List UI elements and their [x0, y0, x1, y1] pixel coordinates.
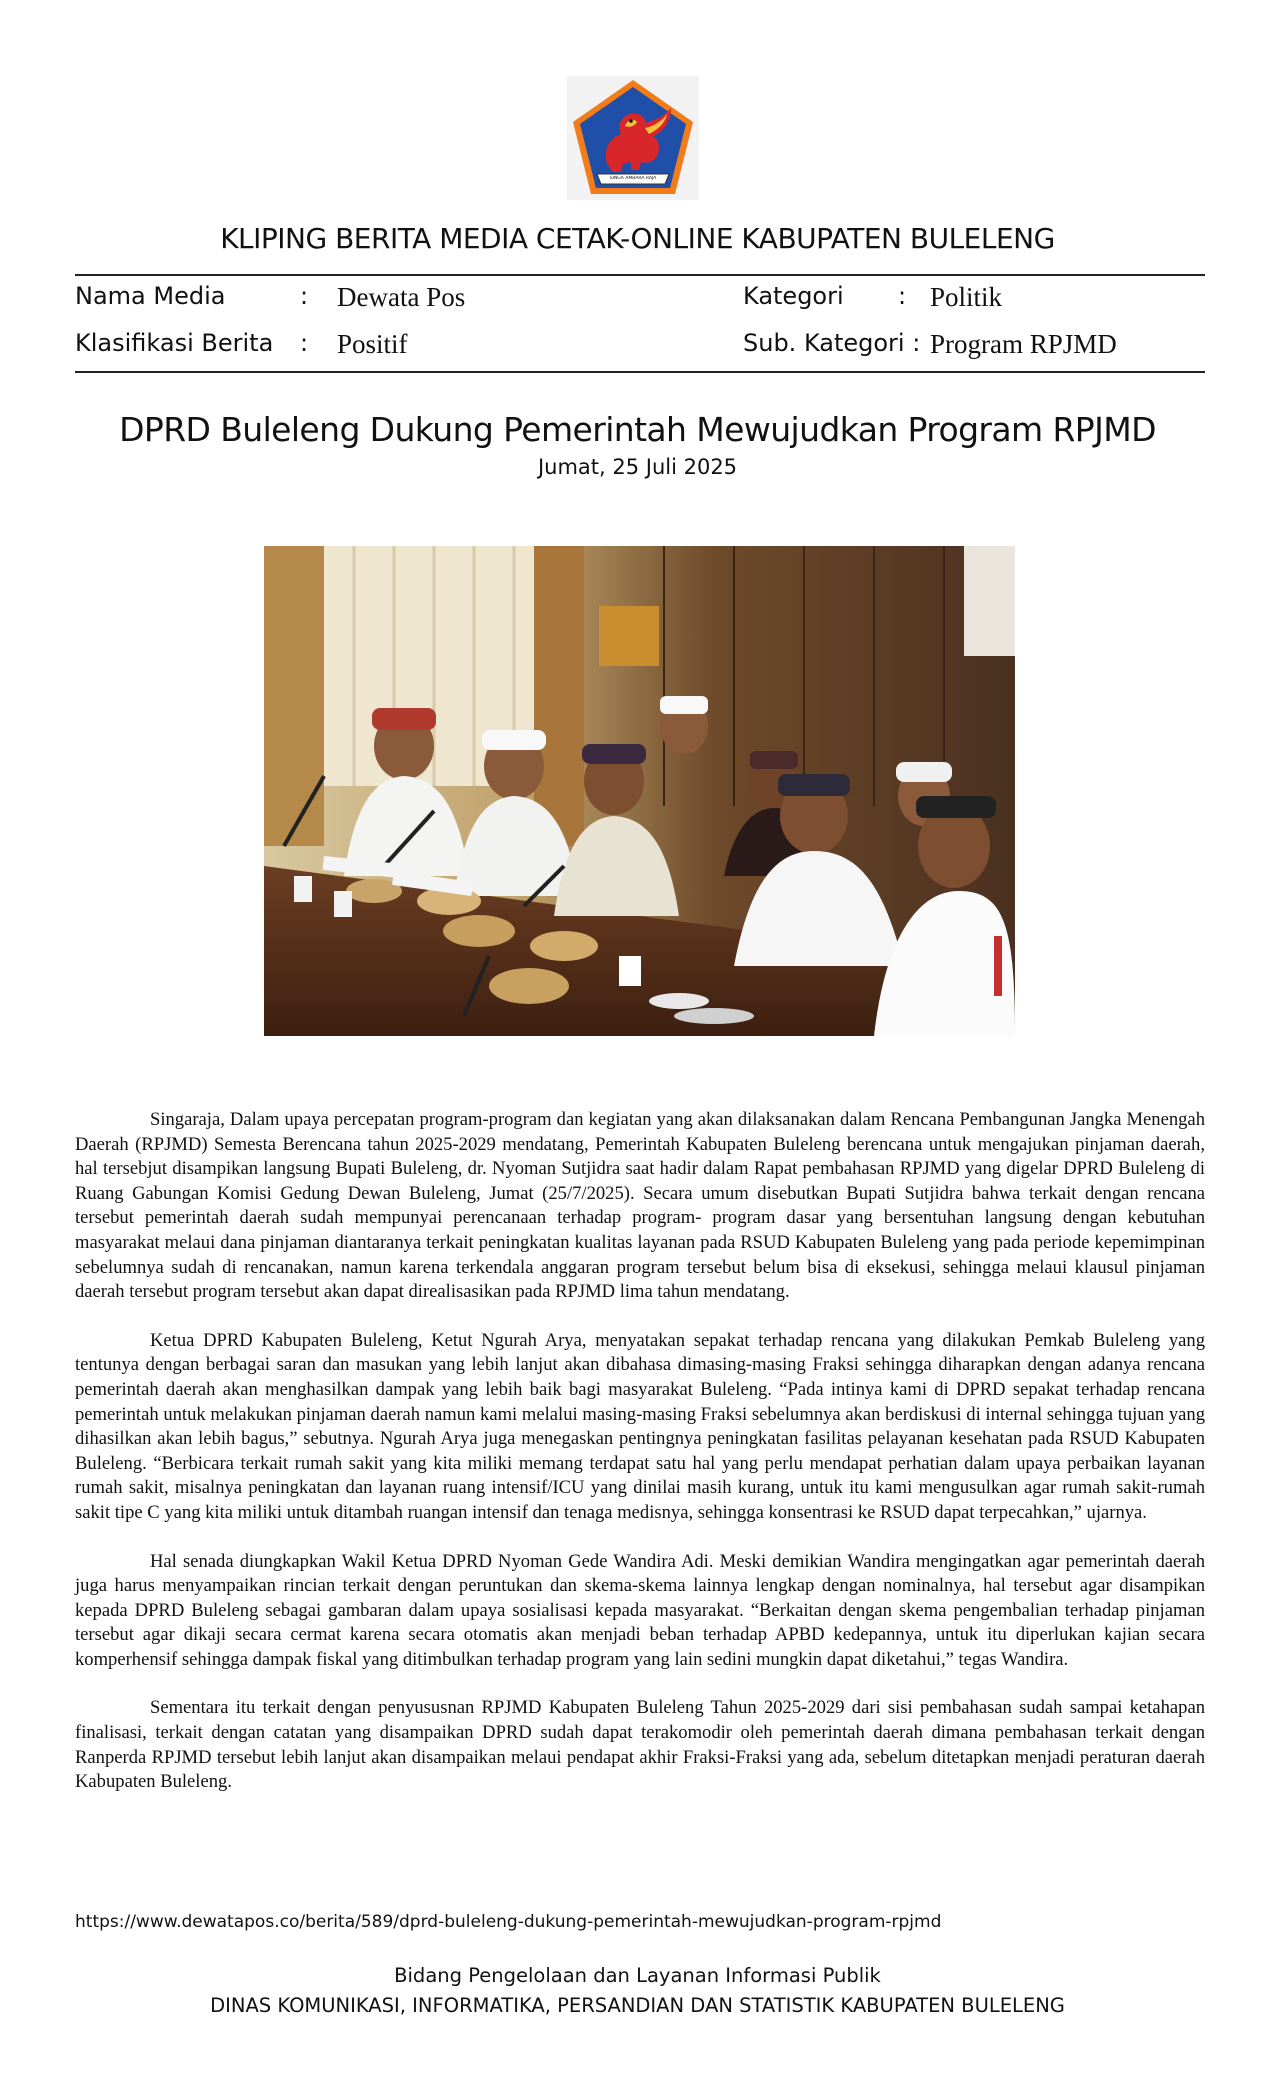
subkategori-value: Program RPJMD [930, 329, 1117, 359]
klasifikasi-label: Klasifikasi Berita [75, 329, 274, 357]
logo-motto: SINGA AMBARA RAJA [609, 176, 657, 181]
article-date: Jumat, 25 Juli 2025 [537, 455, 738, 479]
article-paragraph: Sementara itu terkait dengan penyususnan RPJMD Kabupaten Buleleng Tahun 2025-2029 dari sisi pembahasan sudah sampai ketahapan finalisasi, terkait dengan catatan yang disampaikan DPRD sudah dapat terakomodir oleh pemerintah daerah dimana pembahasan terkait dengan Ranperda RPJMD tersebut lebih lanjut akan disampaikan melaui pendapat akhir Fraksi-Fraksi yang ada, sebelum ditetapkan menjadi peraturan daerah Kabupaten Buleleng. [75, 1697, 1205, 1793]
footer-department: Bidang Pengelolaan dan Layanan Informasi Publik [394, 1964, 881, 1987]
article-paragraph: Singaraja, Dalam upaya percepatan program-program dan kegiatan yang akan dilaksanakan dalam Rencana Pembangunan Jangka Menengah Daerah (RPJMD) Semesta Berencana tahun 2025-2029 mendatang, Pemerintah Kabupaten Buleleng berencana untuk mengajukan pinjaman daerah, hal tersebjut disampikan langsung Bupati Buleleng, dr. Nyoman Sutjidra saat hadir dalam Rapat pembahasan RPJMD yang digelar DPRD Buleleng di Ruang Gabungan Komisi Gedung Dewan Buleleng, Jumat (25/7/2025). Secara umum disebutkan Bupati Sutjidra bahwa terkait dengan rencana tersebut pemerintah daerah sudah mempunyai perencanaan terhadap program- program dasar yang bersentuhan langsung dengan kebutuhan masyarakat melaui dana pinjaman diantaranya terkait peningkatan kualitas layanan pada RSUD Kabupaten Buleleng yang pada periode kepemimpinan sebelumnya sudah di rencanakan, namun karena terkendala anggaran program tersebut belum bisa di eksekusi, sehingga melaui klausul pinjaman daerah tersebut program tersebut akan dapat direalisasikan pada RPJMD lima tahun mendatang. [75, 1109, 1205, 1303]
article-paragraph: Ketua DPRD Kabupaten Buleleng, Ketut Ngurah Arya, menyatakan sepakat terhadap rencana yang dilakukan Pemkab Buleleng yang tentunya dengan berbagai saran dan masukan yang lebih lanjut akan dibahasa dimasing-masing Fraksi sehingga diharapkan dengan adanya rencana pemerintah daerah akan menghasilkan dampak yang lebih baik bagi masyarakat Buleleng. “Pada intinya kami di DPRD sepakat terhadap rencana pemerintah untuk melakukan pinjaman daerah namun kami melalui masing-masing Fraksi sebelumnya akan berdiskusi di internal sehingga tujuan yang dihasilkan akan lebih bagus,” sebutnya. Ngurah Arya juga menegaskan pentingnya peningkatan fasilitas pelayanan kesehatan pada RSUD Kabupaten Buleleng. “Berbicara terkait rumah sakit yang kita miliki memang terdapat satu hal yang perlu mendapat perhatian dalam upaya perbaikan layanan rumah sakit, misalnya peningkatan dan layanan ruang intensif/ICU yang dinilai masih kurang, untuk itu kami mengusulkan agar rumah sakit-rumah sakit tipe C yang kita miliki untuk ditambah ruangan intensif dan tenaga medisnya, sehingga konsentrasi ke RSUD dapat terpecahkan,” ujarnya. [75, 1329, 1205, 1523]
top-divider [75, 274, 1205, 276]
subkategori-label: Sub. Kategori : [743, 329, 921, 357]
media-label: Nama Media [75, 282, 226, 310]
article-headline: DPRD Buleleng Dukung Pemerintah Mewujudkan Program RPJMD [119, 410, 1156, 449]
media-value: Dewata Pos [337, 282, 466, 312]
kategori-label: Kategori [743, 282, 844, 310]
buleleng-emblem-logo [567, 76, 699, 200]
article-paragraph: Hal senada diungkapkan Wakil Ketua DPRD Nyoman Gede Wandira Adi. Meski demikian Wandira mengingatkan agar pemerintah daerah juga harus menyampaikan rincian terkait dengan peruntukan dan skema-skema lainnya lengkap dengan nominalnya, hal tersebut agar disampikan kepada DPRD Buleleng sebagai gambaran dalam upaya sosialisasi kepada masyarakat. “Berkaitan dengan skema pengembalian terhadap pinjaman tersebut agar dikaji secara cermat karena secara otomatis akan menjadi beban terhadap APBD kedepannya, untuk itu diperlukan kajian secara komperhensif sehingga dampak fiskal yang ditimbulkan terhadap program yang lain sedini mungkin dapat diketahui,” tegas Wandira. [75, 1550, 1205, 1670]
kliping-title: KLIPING BERITA MEDIA CETAK-ONLINE KABUPATEN BULELENG [220, 222, 1055, 255]
meeting-photo-illustration [264, 546, 1015, 1036]
source-url-link[interactable]: https://www.dewatapos.co/berita/589/dprd-buleleng-dukung-pemerintah-mewujudkan-program-rpjmd [75, 1912, 942, 1932]
buleleng-emblem-graphic [567, 76, 699, 200]
kategori-colon: : [898, 282, 907, 310]
article-photo [264, 546, 1015, 1036]
kategori-value: Politik [930, 282, 1003, 312]
media-colon: : [300, 282, 309, 310]
klasifikasi-value: Positif [337, 329, 408, 359]
footer-agency: DINAS KOMUNIKASI, INFORMATIKA, PERSANDIAN DAN STATISTIK KABUPATEN BULELENG [210, 1994, 1065, 2017]
bottom-divider [75, 371, 1205, 373]
klasifikasi-colon: : [300, 329, 309, 357]
article-body [75, 1108, 1205, 1819]
